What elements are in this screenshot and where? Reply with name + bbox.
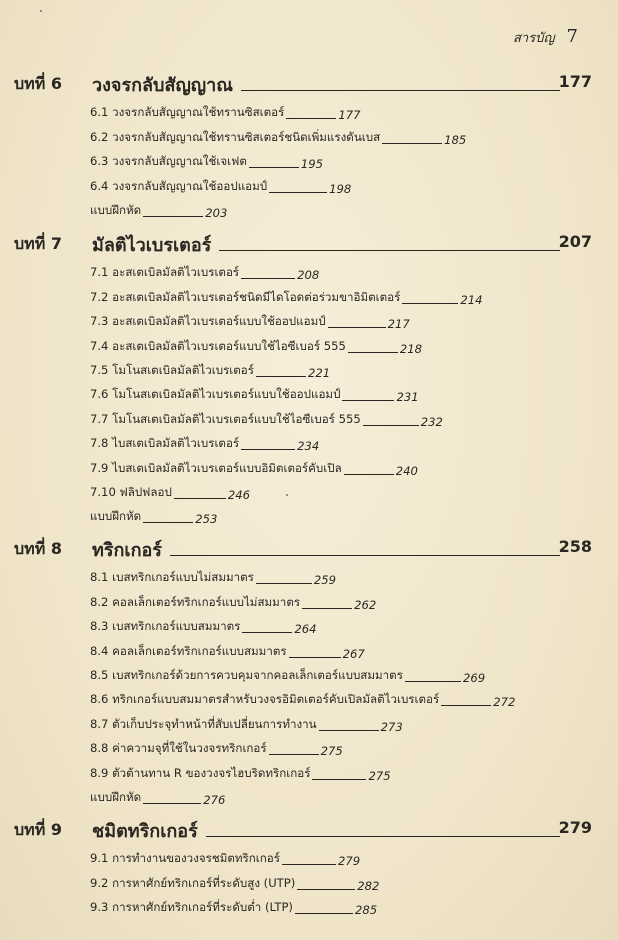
section-list xyxy=(90,563,515,807)
toc-entry[interactable]: 8.7 ตัวเก็บประจุทำหน้าที่สับเปลี่ยนการทำงาน 273 xyxy=(90,716,403,734)
chapter-page: 207 xyxy=(558,232,592,251)
toc-entry[interactable]: 6.3 วงจรกลับสัญญาณใช้เจเฟต 195 xyxy=(90,154,324,172)
toc-entry[interactable]: 6.4 วงจรกลับสัญญาณใช้ออปแอมป์ 198 xyxy=(90,178,352,196)
toc-entry[interactable]: 6.2 วงจรกลับสัญญาณใช้ทรานซิสเตอร์ชนิดเพิ่มแรงดันเบส 185 xyxy=(90,129,467,147)
chapter-page: 177 xyxy=(558,72,592,91)
toc-entry[interactable]: 7.1 อะสเตเบิลมัลติไวเบรเตอร์ 208 xyxy=(90,265,320,283)
section-list xyxy=(90,844,379,917)
chapter-number: บทที่ 9 xyxy=(14,820,62,839)
paper-speck xyxy=(40,10,42,12)
toc-entry[interactable]: 7.10 ฟลิปฟลอป 246 xyxy=(90,484,250,502)
toc-entry[interactable]: 8.6 ทริกเกอร์แบบสมมาตรสำหรับวงจรอิมิตเตอร์คับเปิลมัลติไวเบรเตอร์ 272 xyxy=(90,692,516,710)
header-label: สารบัญ xyxy=(513,31,555,46)
toc-entry[interactable]: 7.4 อะสเตเบิลมัลติไวเบรเตอร์แบบใช้ไอซีเบอร์ 555 218 xyxy=(90,338,423,356)
toc-entry[interactable]: 9.1 การทำงานของวงจรชมิตทริกเกอร์ 279 xyxy=(90,851,361,869)
toc-entry[interactable]: 8.3 เบสทริกเกอร์แบบสมมาตร 264 xyxy=(90,619,317,637)
chapter-heading xyxy=(0,535,618,561)
chapter-number: บทที่ 6 xyxy=(14,74,62,93)
leader-line xyxy=(219,250,560,251)
toc-entry[interactable]: แบบฝึกหัด 253 xyxy=(90,509,218,527)
chapter-number: บทที่ 7 xyxy=(14,234,62,253)
leader-line xyxy=(241,90,560,91)
toc-entry[interactable]: 7.5 โมโนสเตเบิลมัลติไวเบรเตอร์ 221 xyxy=(90,362,331,380)
toc-entry[interactable]: แบบฝึกหัด 276 xyxy=(90,789,226,807)
toc-entry[interactable]: 7.7 โมโนสเตเบิลมัลติไวเบรเตอร์แบบใช้ไอซีเบอร์ 555 232 xyxy=(90,411,443,429)
chapter-title: วงจรกลับสัญญาณ xyxy=(92,75,233,96)
chapter-number: บทที่ 8 xyxy=(14,539,62,558)
toc-entry[interactable]: 9.3 การหาศักย์ทริกเกอร์ที่ระดับต่ำ (LTP) 285 xyxy=(90,900,378,918)
paper-speck xyxy=(286,494,288,496)
chapter-heading xyxy=(0,230,618,256)
section-list xyxy=(90,258,482,526)
toc-entry[interactable]: 8.4 คอลเล็กเตอร์ทริกเกอร์แบบสมมาตร 267 xyxy=(90,643,365,661)
toc-entry[interactable]: 8.1 เบสทริกเกอร์แบบไม่สมมาตร 259 xyxy=(90,570,337,588)
toc-entry[interactable]: 7.8 ไบสเตเบิลมัลติไวเบรเตอร์ 234 xyxy=(90,436,320,454)
chapter-title: ทริกเกอร์ xyxy=(92,540,162,561)
chapter-title: ชมิตทริกเกอร์ xyxy=(92,821,198,842)
section-list xyxy=(90,98,466,220)
chapter-page: 258 xyxy=(558,537,592,556)
toc-entry[interactable]: 7.6 โมโนสเตเบิลมัลติไวเบรเตอร์แบบใช้ออปแอมป์ 231 xyxy=(90,387,419,405)
page-number: 7 xyxy=(566,26,578,47)
page-header xyxy=(513,26,578,48)
toc-entry[interactable]: 8.2 คอลเล็กเตอร์ทริกเกอร์แบบไม่สมมาตร 262 xyxy=(90,594,377,612)
chapter-page: 279 xyxy=(558,818,592,837)
toc-entry[interactable]: 9.2 การหาศักย์ทริกเกอร์ที่ระดับสูง (UTP) 282 xyxy=(90,875,380,893)
toc-entry[interactable]: 8.9 ตัวต้านทาน R ของวงจรไฮบริดทริกเกอร์ 275 xyxy=(90,765,391,783)
toc-entry[interactable]: 7.9 ไบสเตเบิลมัลติไวเบรเตอร์แบบอิมิตเตอร์คับเปิล 240 xyxy=(90,460,418,478)
leader-line xyxy=(170,555,560,556)
toc-entry[interactable]: 6.1 วงจรกลับสัญญาณใช้ทรานซิสเตอร์ 177 xyxy=(90,105,361,123)
toc-entry[interactable]: 8.8 ค่าความจุที่ใช้ในวงจรทริกเกอร์ 275 xyxy=(90,741,343,759)
toc-entry[interactable]: 8.5 เบสทริกเกอร์ด้วยการควบคุมจากคอลเล็กเตอร์แบบสมมาตร 269 xyxy=(90,667,486,685)
chapter-heading xyxy=(0,816,618,842)
chapter-title: มัลติไวเบรเตอร์ xyxy=(92,235,212,256)
leader-line xyxy=(206,836,560,837)
toc-entry[interactable]: แบบฝึกหัด 203 xyxy=(90,202,228,220)
toc-entry[interactable]: 7.2 อะสเตเบิลมัลติไวเบรเตอร์ชนิดมีไดโอดต่อร่วมขาอิมิตเตอร์ 214 xyxy=(90,289,483,307)
toc-entry[interactable]: 7.3 อะสเตเบิลมัลติไวเบรเตอร์แบบใช้ออปแอมป์ 217 xyxy=(90,314,410,332)
chapter-heading xyxy=(0,70,618,96)
